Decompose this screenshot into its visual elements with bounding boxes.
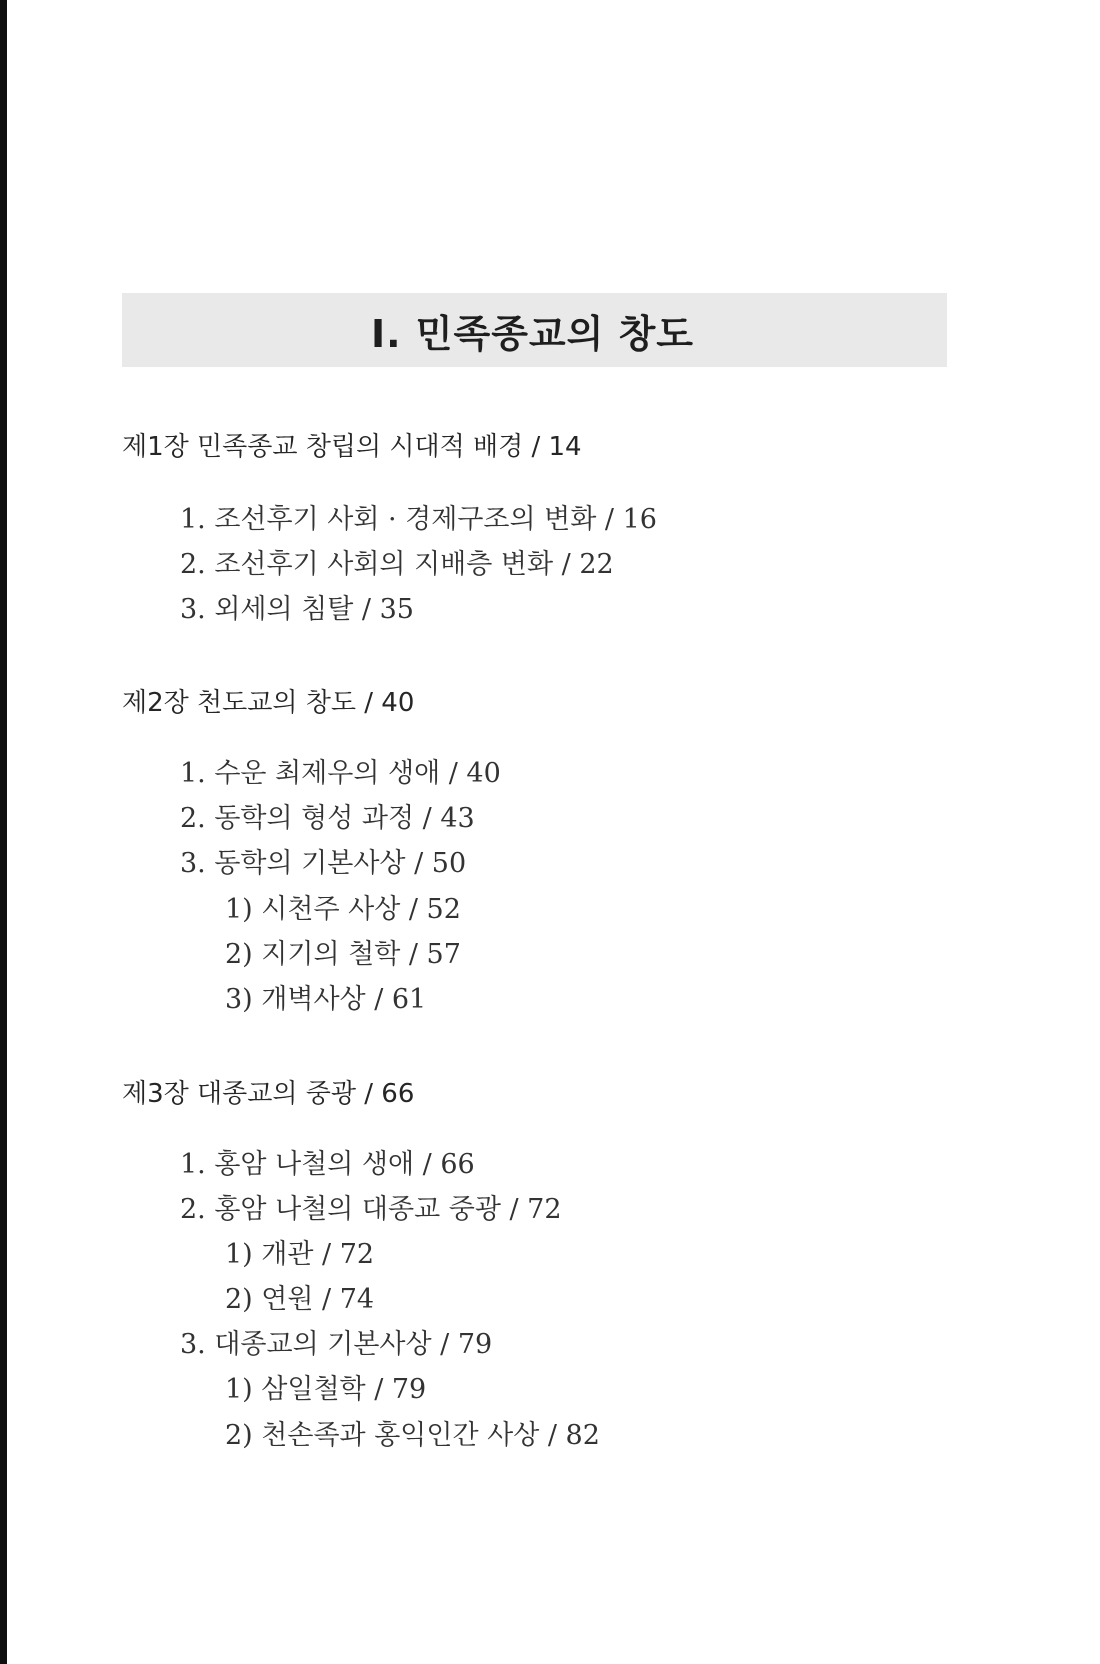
- section-banner: [122, 293, 947, 367]
- toc-subitem[interactable]: 2) 연원 / 74: [225, 1284, 375, 1315]
- page-edge: [0, 0, 7, 1664]
- chapter-1-title[interactable]: 제1장 민족종교 창립의 시대적 배경 / 14: [122, 432, 582, 462]
- toc-item[interactable]: 2. 동학의 형성 과정 / 43: [180, 803, 475, 834]
- toc-subitem[interactable]: 1) 개관 / 72: [225, 1239, 375, 1270]
- toc-item[interactable]: 3. 대종교의 기본사상 / 79: [180, 1329, 493, 1360]
- toc-subitem[interactable]: 1) 삼일철학 / 79: [225, 1374, 427, 1405]
- toc-subitem[interactable]: 2) 천손족과 홍익인간 사상 / 82: [225, 1420, 600, 1451]
- toc-subitem[interactable]: 1) 시천주 사상 / 52: [225, 894, 461, 925]
- toc-subitem[interactable]: 3) 개벽사상 / 61: [225, 984, 427, 1015]
- toc-item[interactable]: 2. 홍암 나철의 대종교 중광 / 72: [180, 1194, 562, 1225]
- chapter-2-title[interactable]: 제2장 천도교의 창도 / 40: [122, 688, 415, 718]
- toc-subitem[interactable]: 2) 지기의 철학 / 57: [225, 939, 461, 970]
- chapter-3-title[interactable]: 제3장 대종교의 중광 / 66: [122, 1079, 415, 1109]
- toc-item[interactable]: 3. 동학의 기본사상 / 50: [180, 848, 467, 879]
- toc-item[interactable]: 1. 홍암 나철의 생애 / 66: [180, 1149, 475, 1180]
- toc-item[interactable]: 1. 조선후기 사회 · 경제구조의 변화 / 16: [180, 504, 657, 535]
- toc-item[interactable]: 1. 수운 최제우의 생애 / 40: [180, 758, 501, 789]
- section-title: Ⅰ. 민족종교의 창도: [371, 311, 694, 356]
- toc-item[interactable]: 2. 조선후기 사회의 지배층 변화 / 22: [180, 549, 614, 580]
- toc-item[interactable]: 3. 외세의 침탈 / 35: [180, 594, 414, 625]
